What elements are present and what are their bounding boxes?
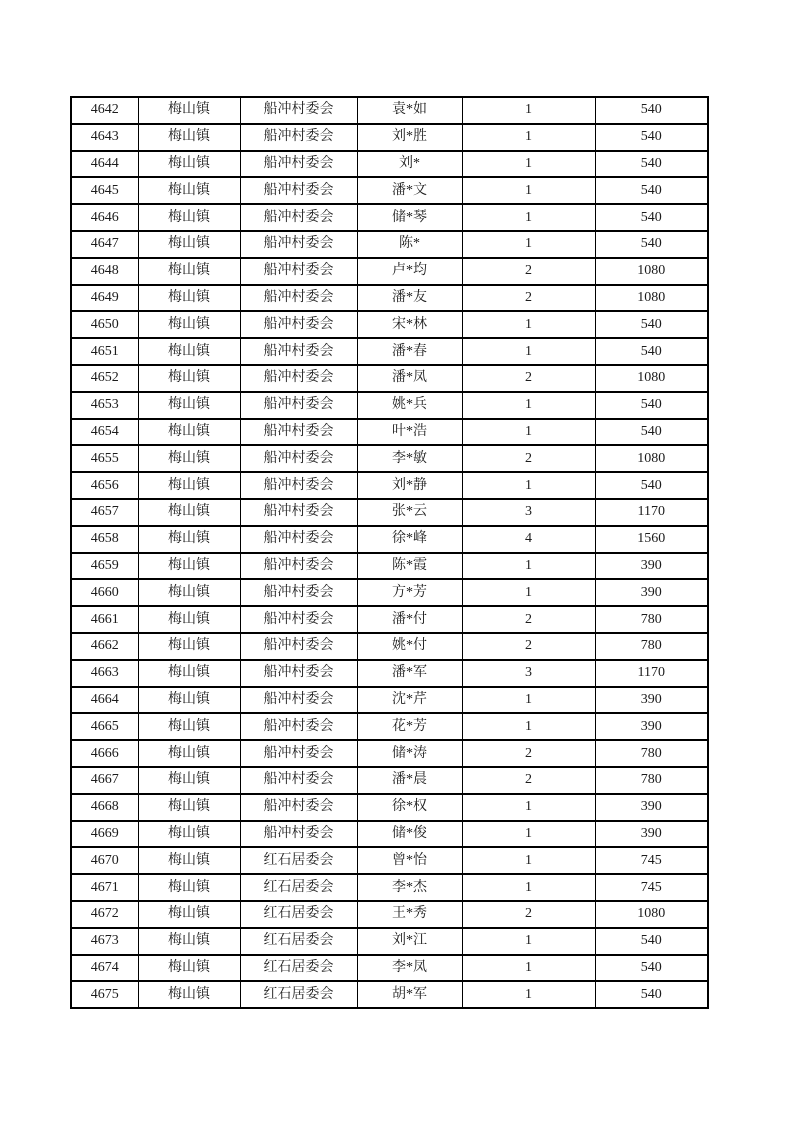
cell-serial: 4670 [71,847,138,874]
cell-name: 李*凤 [357,955,462,982]
cell-town: 梅山镇 [138,981,240,1008]
cell-serial: 4648 [71,258,138,285]
table-row [71,553,708,580]
cell-name: 卢*均 [357,258,462,285]
cell-name: 姚*兵 [357,392,462,419]
cell-town: 梅山镇 [138,231,240,258]
cell-name: 刘*胜 [357,124,462,151]
cell-count: 1 [462,177,595,204]
cell-amount: 390 [595,579,708,606]
cell-committee: 红石居委会 [240,901,357,928]
cell-committee: 红石居委会 [240,955,357,982]
cell-name: 陈*霞 [357,553,462,580]
cell-count: 1 [462,231,595,258]
cell-count: 1 [462,419,595,446]
cell-name: 李*杰 [357,874,462,901]
cell-count: 1 [462,392,595,419]
cell-serial: 4644 [71,151,138,178]
cell-amount: 390 [595,821,708,848]
cell-count: 4 [462,526,595,553]
cell-town: 梅山镇 [138,553,240,580]
cell-committee: 船冲村委会 [240,553,357,580]
cell-amount: 540 [595,177,708,204]
table-row [71,97,708,124]
cell-town: 梅山镇 [138,740,240,767]
table-row [71,981,708,1008]
cell-town: 梅山镇 [138,526,240,553]
cell-committee: 船冲村委会 [240,392,357,419]
cell-committee: 船冲村委会 [240,97,357,124]
cell-committee: 红石居委会 [240,981,357,1008]
cell-count: 1 [462,579,595,606]
cell-count: 2 [462,606,595,633]
cell-serial: 4669 [71,821,138,848]
cell-count: 2 [462,767,595,794]
cell-serial: 4651 [71,338,138,365]
cell-count: 2 [462,740,595,767]
table-row [71,258,708,285]
cell-town: 梅山镇 [138,847,240,874]
cell-committee: 船冲村委会 [240,767,357,794]
cell-amount: 540 [595,231,708,258]
cell-name: 曾*怡 [357,847,462,874]
cell-name: 沈*芹 [357,687,462,714]
cell-serial: 4645 [71,177,138,204]
cell-amount: 780 [595,633,708,660]
cell-committee: 船冲村委会 [240,445,357,472]
cell-serial: 4649 [71,285,138,312]
cell-serial: 4668 [71,794,138,821]
table-row [71,740,708,767]
cell-town: 梅山镇 [138,606,240,633]
table-row [71,767,708,794]
table-row [71,151,708,178]
cell-committee: 红石居委会 [240,847,357,874]
cell-committee: 船冲村委会 [240,311,357,338]
cell-name: 李*敏 [357,445,462,472]
table-row [71,794,708,821]
cell-amount: 1170 [595,660,708,687]
table-row [71,633,708,660]
cell-name: 徐*权 [357,794,462,821]
subsidy-table [70,96,709,1009]
cell-count: 1 [462,955,595,982]
cell-serial: 4652 [71,365,138,392]
cell-committee: 船冲村委会 [240,526,357,553]
cell-name: 姚*付 [357,633,462,660]
cell-serial: 4660 [71,579,138,606]
cell-amount: 390 [595,553,708,580]
table-row [71,285,708,312]
cell-name: 王*秀 [357,901,462,928]
cell-name: 潘*晨 [357,767,462,794]
cell-serial: 4661 [71,606,138,633]
cell-amount: 390 [595,794,708,821]
cell-name: 储*涛 [357,740,462,767]
cell-amount: 780 [595,767,708,794]
cell-amount: 390 [595,713,708,740]
cell-name: 陈* [357,231,462,258]
cell-amount: 540 [595,151,708,178]
cell-serial: 4658 [71,526,138,553]
cell-serial: 4650 [71,311,138,338]
cell-committee: 船冲村委会 [240,151,357,178]
cell-committee: 船冲村委会 [240,687,357,714]
cell-amount: 1080 [595,365,708,392]
cell-amount: 540 [595,981,708,1008]
cell-town: 梅山镇 [138,499,240,526]
cell-name: 潘*友 [357,285,462,312]
cell-count: 2 [462,258,595,285]
cell-name: 潘*春 [357,338,462,365]
cell-name: 潘*付 [357,606,462,633]
cell-count: 2 [462,445,595,472]
cell-amount: 540 [595,392,708,419]
table-row [71,847,708,874]
cell-serial: 4657 [71,499,138,526]
cell-count: 1 [462,97,595,124]
cell-serial: 4646 [71,204,138,231]
cell-amount: 1080 [595,258,708,285]
cell-name: 刘*静 [357,472,462,499]
cell-committee: 红石居委会 [240,874,357,901]
cell-town: 梅山镇 [138,97,240,124]
table-row [71,204,708,231]
cell-count: 1 [462,687,595,714]
cell-name: 储*琴 [357,204,462,231]
table-row [71,472,708,499]
cell-town: 梅山镇 [138,151,240,178]
cell-count: 1 [462,981,595,1008]
cell-committee: 船冲村委会 [240,285,357,312]
cell-committee: 船冲村委会 [240,231,357,258]
cell-count: 1 [462,338,595,365]
cell-serial: 4643 [71,124,138,151]
cell-committee: 船冲村委会 [240,258,357,285]
cell-count: 2 [462,365,595,392]
table-row [71,365,708,392]
cell-serial: 4655 [71,445,138,472]
cell-serial: 4659 [71,553,138,580]
cell-committee: 船冲村委会 [240,633,357,660]
cell-committee: 船冲村委会 [240,472,357,499]
table-row [71,338,708,365]
cell-town: 梅山镇 [138,365,240,392]
cell-count: 1 [462,472,595,499]
cell-town: 梅山镇 [138,258,240,285]
cell-name: 刘*江 [357,928,462,955]
cell-name: 张*云 [357,499,462,526]
cell-amount: 1560 [595,526,708,553]
cell-amount: 390 [595,687,708,714]
cell-amount: 540 [595,419,708,446]
cell-count: 1 [462,553,595,580]
table-row [71,821,708,848]
cell-town: 梅山镇 [138,901,240,928]
cell-count: 1 [462,794,595,821]
cell-serial: 4665 [71,713,138,740]
table-row [71,606,708,633]
cell-serial: 4672 [71,901,138,928]
cell-count: 1 [462,124,595,151]
table-row [71,928,708,955]
cell-name: 宋*林 [357,311,462,338]
cell-amount: 780 [595,606,708,633]
cell-amount: 1170 [595,499,708,526]
table-row [71,687,708,714]
cell-committee: 船冲村委会 [240,338,357,365]
cell-town: 梅山镇 [138,928,240,955]
cell-serial: 4647 [71,231,138,258]
cell-committee: 船冲村委会 [240,365,357,392]
cell-serial: 4642 [71,97,138,124]
cell-town: 梅山镇 [138,874,240,901]
cell-amount: 540 [595,472,708,499]
cell-committee: 船冲村委会 [240,177,357,204]
cell-serial: 4656 [71,472,138,499]
cell-amount: 540 [595,311,708,338]
table-body [71,97,708,1008]
cell-amount: 540 [595,338,708,365]
cell-name: 胡*军 [357,981,462,1008]
cell-serial: 4667 [71,767,138,794]
cell-committee: 船冲村委会 [240,794,357,821]
table-row [71,713,708,740]
cell-count: 2 [462,633,595,660]
cell-serial: 4663 [71,660,138,687]
cell-amount: 780 [595,740,708,767]
cell-town: 梅山镇 [138,204,240,231]
cell-amount: 540 [595,204,708,231]
table-row [71,124,708,151]
cell-amount: 540 [595,928,708,955]
cell-count: 1 [462,204,595,231]
cell-committee: 船冲村委会 [240,124,357,151]
cell-serial: 4673 [71,928,138,955]
cell-committee: 船冲村委会 [240,204,357,231]
cell-committee: 船冲村委会 [240,713,357,740]
table-row [71,579,708,606]
cell-town: 梅山镇 [138,285,240,312]
cell-town: 梅山镇 [138,660,240,687]
cell-count: 3 [462,499,595,526]
cell-serial: 4675 [71,981,138,1008]
cell-town: 梅山镇 [138,124,240,151]
cell-count: 2 [462,901,595,928]
table-row [71,311,708,338]
cell-town: 梅山镇 [138,311,240,338]
cell-amount: 1080 [595,901,708,928]
cell-amount: 1080 [595,445,708,472]
cell-serial: 4666 [71,740,138,767]
cell-count: 1 [462,847,595,874]
cell-serial: 4671 [71,874,138,901]
table-row [71,419,708,446]
cell-town: 梅山镇 [138,445,240,472]
cell-serial: 4653 [71,392,138,419]
cell-name: 潘*凤 [357,365,462,392]
cell-committee: 船冲村委会 [240,660,357,687]
table-row [71,177,708,204]
cell-name: 潘*文 [357,177,462,204]
cell-count: 2 [462,285,595,312]
cell-committee: 船冲村委会 [240,499,357,526]
cell-town: 梅山镇 [138,392,240,419]
cell-committee: 船冲村委会 [240,419,357,446]
cell-name: 刘* [357,151,462,178]
cell-serial: 4662 [71,633,138,660]
cell-count: 1 [462,311,595,338]
cell-amount: 540 [595,124,708,151]
cell-amount: 540 [595,97,708,124]
cell-committee: 船冲村委会 [240,606,357,633]
table-row [71,392,708,419]
cell-town: 梅山镇 [138,687,240,714]
cell-committee: 船冲村委会 [240,740,357,767]
cell-town: 梅山镇 [138,955,240,982]
cell-committee: 船冲村委会 [240,579,357,606]
cell-committee: 红石居委会 [240,928,357,955]
table-row [71,955,708,982]
table-row [71,901,708,928]
cell-amount: 745 [595,847,708,874]
cell-count: 1 [462,928,595,955]
cell-name: 储*俊 [357,821,462,848]
table-row [71,526,708,553]
cell-town: 梅山镇 [138,713,240,740]
cell-town: 梅山镇 [138,177,240,204]
cell-amount: 540 [595,955,708,982]
cell-count: 3 [462,660,595,687]
cell-town: 梅山镇 [138,579,240,606]
table-row [71,499,708,526]
cell-town: 梅山镇 [138,472,240,499]
cell-amount: 745 [595,874,708,901]
cell-serial: 4674 [71,955,138,982]
cell-count: 1 [462,151,595,178]
cell-town: 梅山镇 [138,794,240,821]
cell-count: 1 [462,713,595,740]
cell-town: 梅山镇 [138,419,240,446]
table-row [71,445,708,472]
cell-serial: 4654 [71,419,138,446]
cell-amount: 1080 [595,285,708,312]
cell-count: 1 [462,874,595,901]
cell-serial: 4664 [71,687,138,714]
cell-name: 方*芳 [357,579,462,606]
cell-name: 花*芳 [357,713,462,740]
table-row [71,874,708,901]
table-row [71,231,708,258]
cell-name: 潘*军 [357,660,462,687]
cell-town: 梅山镇 [138,821,240,848]
cell-name: 徐*峰 [357,526,462,553]
cell-name: 叶*浩 [357,419,462,446]
cell-committee: 船冲村委会 [240,821,357,848]
cell-town: 梅山镇 [138,767,240,794]
table-row [71,660,708,687]
cell-town: 梅山镇 [138,633,240,660]
cell-town: 梅山镇 [138,338,240,365]
cell-name: 袁*如 [357,97,462,124]
cell-count: 1 [462,821,595,848]
